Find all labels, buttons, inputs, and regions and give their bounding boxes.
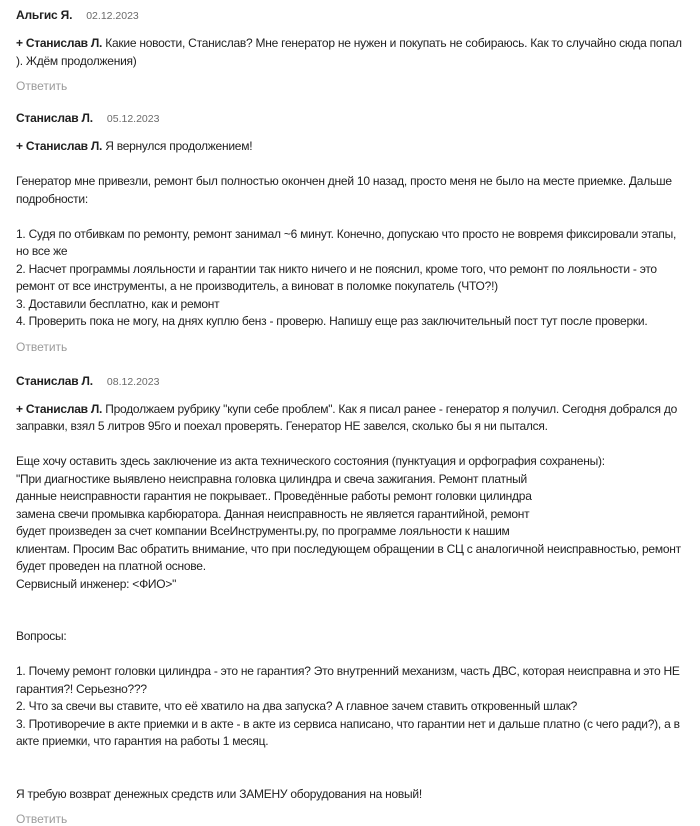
comment-line: 4. Проверить пока не могу, на днях куплю бенз - проверю. Напишу еще раз заключительный пост тут после проверки. [16, 313, 686, 331]
comment-line: Генератор мне привезли, ремонт был полностью окончен дней 10 назад, просто меня не было на месте приемке. Дальше подробности: [16, 173, 686, 208]
mention-link[interactable]: + Станислав Л. [16, 36, 102, 50]
comment-line: 1. Судя по отбивкам по ремонту, ремонт занимал ~6 минут. Конечно, допускаю что просто не вовремя фиксировали этапы, но все же [16, 226, 686, 261]
comment-author[interactable]: Альгис Я. [16, 8, 72, 22]
comment [16, 374, 686, 826]
question-item: 1. Почему ремонт головки цилиндра - это не гарантия? Это внутренний механизм, часть ДВС, которая неисправна и это НЕ гарантия?! Серьезно??? [16, 663, 686, 698]
question-item: 3. Противоречие в акте приемки и в акте - в акте из сервиса написано, что гарантии нет и дальше платно (с чего ради?), а в акте приемки, что гарантия на работы 1 месяц. [16, 716, 686, 751]
questions-heading: Вопросы: [16, 628, 686, 646]
spacer [16, 751, 686, 786]
comment-author[interactable]: Станислав Л. [16, 374, 93, 388]
comment [16, 111, 686, 354]
comment-header [16, 8, 686, 26]
spacer [16, 156, 686, 174]
comment-line: Продолжаем рубрику "купи себе проблем". Как я писал ранее - генератор я получил. Сегодня добрался до заправки, взял 5 литров 95го и поехал проверять. Генератор НЕ завелся, сколько бы я ни пытался. [16, 402, 677, 434]
comment [16, 0, 686, 93]
comment-line: 2. Насчет программы лояльности и гарантии так никто ничего и не пояснил, кроме того, что ремонт по лояльности - это ремонт от все инструменты, а не производитель, а виноват в поломке покупатель (ЧТО?!) [16, 261, 686, 296]
quote-line: замена свечи промывка карбюратора. Данная неисправность не является гарантийной, ремонт [16, 506, 686, 524]
quote-line: "При диагностике выявлено неисправна головка цилиндра и свеча зажигания. Ремонт платный [16, 471, 686, 489]
quote-line: Сервисный инженер: <ФИО>" [16, 576, 686, 594]
question-item: 2. Что за свечи вы ставите, что её хватило на два запуска? А главное зачем ставить откровенный шлак? [16, 698, 686, 716]
comment-text [16, 35, 686, 70]
comment-line: Еще хочу оставить здесь заключение из акта технического состояния (пунктуация и орфография сохранены): [16, 453, 686, 471]
reply-button[interactable]: Ответить [16, 812, 67, 826]
comment-header [16, 374, 686, 392]
comment-line: Какие новости, Станислав? Мне генератор не нужен и покупать не собираюсь. Как то случайно сюда попал ). Ждём продолжения) [16, 36, 682, 68]
comment-date: 08.12.2023 [107, 376, 160, 388]
comment-text [16, 138, 686, 156]
quote-line: клиентам. Просим Вас обратить внимание, что при последующем обращении в СЦ с аналогичной неисправностью, ремонт будет проведен на платной основе. [16, 541, 686, 576]
mention-link[interactable]: + Станислав Л. [16, 139, 102, 153]
reply-button[interactable]: Ответить [16, 340, 67, 354]
comment-header [16, 111, 686, 129]
spacer [16, 593, 686, 628]
quote-line: данные неисправности гарантия не покрывает.. Проведённые работы ремонт головки цилиндра [16, 488, 686, 506]
comment-line: 3. Доставили бесплатно, как и ремонт [16, 296, 686, 314]
reply-button[interactable]: Ответить [16, 79, 67, 93]
comment-date: 05.12.2023 [107, 113, 160, 125]
comment-line: Я вернулся продолжением! [102, 139, 252, 153]
comment-date: 02.12.2023 [86, 10, 139, 22]
comment-author[interactable]: Станислав Л. [16, 111, 93, 125]
comment-text [16, 401, 686, 436]
comment-line: Я требую возврат денежных средств или ЗАМЕНУ оборудования на новый! [16, 786, 686, 804]
comment-body [16, 401, 686, 804]
spacer [16, 646, 686, 664]
spacer [16, 208, 686, 226]
quote-line: будет произведен за счет компании ВсеИнструменты.ру, по программе лояльности к нашим [16, 523, 686, 541]
spacer [16, 436, 686, 454]
comment-body [16, 35, 686, 70]
comment-body [16, 138, 686, 331]
mention-link[interactable]: + Станислав Л. [16, 402, 102, 416]
